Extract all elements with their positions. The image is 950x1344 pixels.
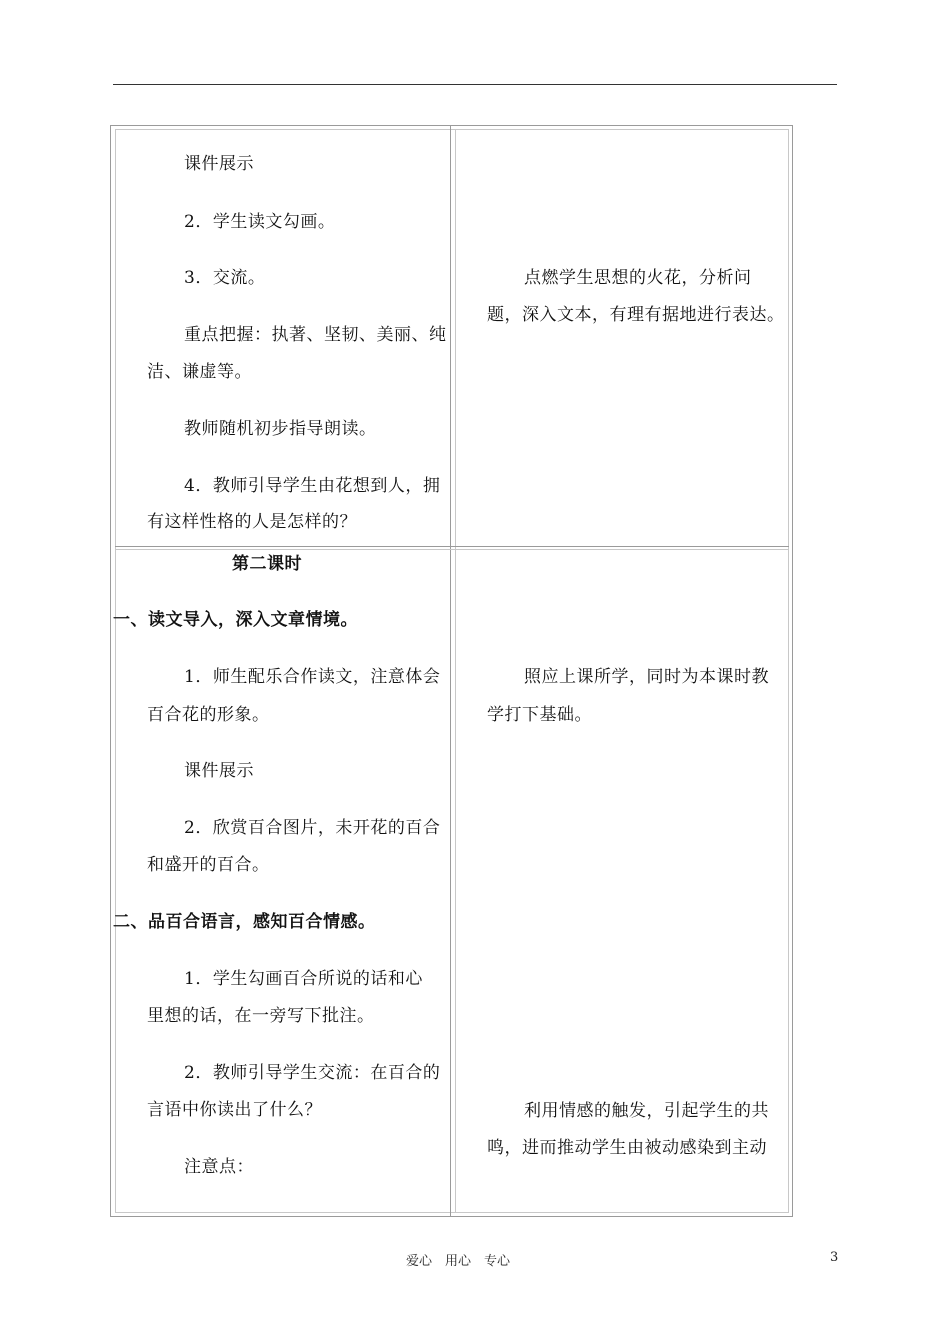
text-line: 百合花的形象。 xyxy=(147,705,270,725)
text-line: 4．教师引导学生由花想到人，拥 xyxy=(184,476,441,496)
note-line: 鸣，进而推动学生由被动感染到主动 xyxy=(487,1138,767,1158)
text-line: 和盛开的百合。 xyxy=(147,855,270,875)
text-line: 注意点： xyxy=(184,1157,254,1177)
column-divider-inner xyxy=(455,129,456,1213)
text-line: 洁、谦虚等。 xyxy=(147,362,252,382)
text-line: 有这样性格的人是怎样的？ xyxy=(147,512,357,532)
row-divider xyxy=(115,546,789,547)
section-heading: 一、读文导入，深入文章情境。 xyxy=(113,610,358,630)
text-line: 1．学生勾画百合所说的话和心 xyxy=(184,969,423,989)
section-heading: 二、品百合语言，感知百合情感。 xyxy=(113,912,376,932)
note-line: 题，深入文本，有理有据地进行表达。 xyxy=(487,305,785,325)
text-line: 课件展示 xyxy=(184,154,254,174)
text-line: 言语中你读出了什么？ xyxy=(147,1100,322,1120)
text-line: 里想的话，在一旁写下批注。 xyxy=(147,1006,375,1026)
text-line: 重点把握：执著、坚韧、美丽、纯 xyxy=(184,325,447,345)
note-line: 利用情感的触发，引起学生的共 xyxy=(524,1101,769,1121)
lesson-title: 第二课时 xyxy=(232,554,302,574)
page-number: 3 xyxy=(830,1250,839,1265)
text-line: 教师随机初步指导朗读。 xyxy=(184,419,377,439)
row-divider-inner xyxy=(115,549,789,550)
note-line: 点燃学生思想的火花，分析问 xyxy=(524,268,752,288)
text-line: 1．师生配乐合作读文，注意体会 xyxy=(184,667,441,687)
text-line: 2．学生读文勾画。 xyxy=(184,212,336,232)
header-rule xyxy=(113,84,837,85)
note-line: 照应上课所学，同时为本课时教 xyxy=(524,667,769,687)
column-divider xyxy=(450,125,451,1217)
text-line: 课件展示 xyxy=(184,761,254,781)
text-line: 2．教师引导学生交流：在百合的 xyxy=(184,1063,441,1083)
text-line: 3．交流。 xyxy=(184,268,266,288)
note-line: 学打下基础。 xyxy=(487,705,592,725)
text-line: 2．欣赏百合图片，未开花的百合 xyxy=(184,818,441,838)
footer-slogan: 爱心 用心 专心 xyxy=(406,1254,511,1269)
